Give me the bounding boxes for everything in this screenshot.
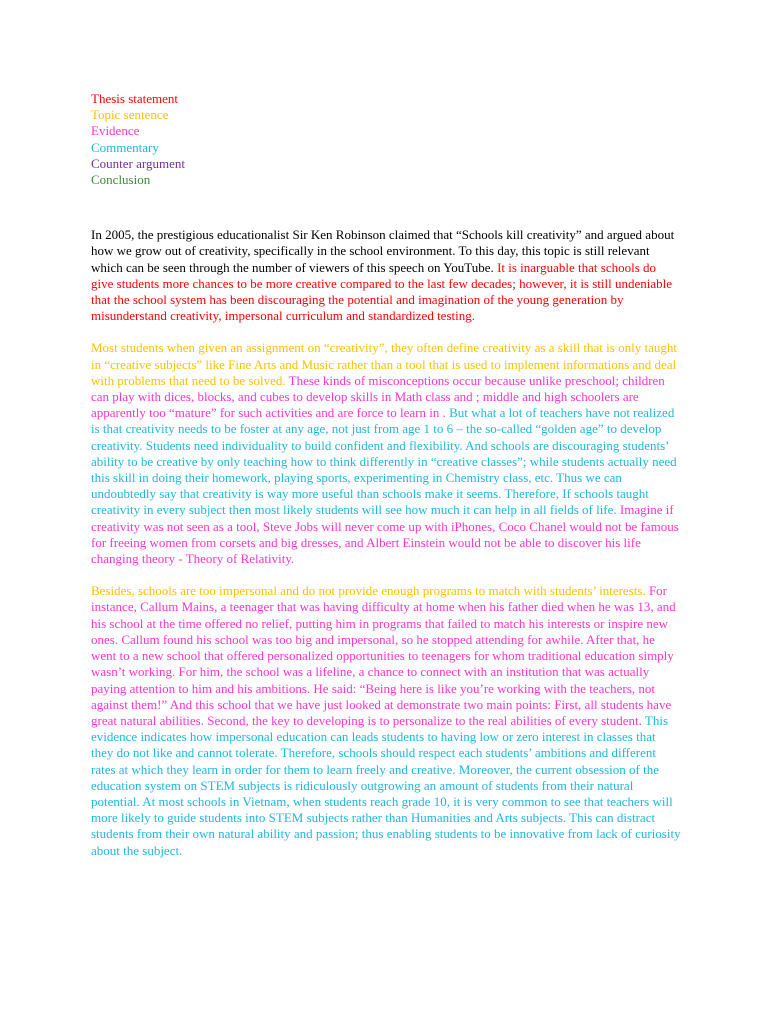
legend-evidence: Evidence — [91, 123, 140, 139]
body2-topic: Besides, schools are too impersonal and do not provide enough programs to match with students’ interests. — [91, 583, 649, 599]
body1-topic: Most students when given an assignment on “creativity”, they often define creativity as a skill that is only taught in “creative subjects” like Fine Arts and Music rather than a tool that is used to implement informations and deal with problems that need to be solved. — [91, 340, 677, 388]
legend-counter-argument: Counter argument — [91, 155, 185, 171]
paragraph-intro — [91, 227, 681, 324]
body1-commentary: But what a lot of teachers have not realized is that creativity needs to be foster at any age, not just from age 1 to 6 – the so-called “golden age” to develop creativity. Students need individuality to build confident and flexibility. And schools are discouraging students’ ability to be creative by only teaching how to think differently in “creative classes”; while students actually need this skill in doing their homework, playing sports, experimenting in Chemistry class, etc. Thus we can undoubtedly say that creativity is way more useful than schools make it seems. Therefore, If schools taught creativity in every subject then most likely students will see how much it can help in all fields of life. — [91, 405, 677, 518]
body2-evidence: For instance, Callum Mains, a teenager that was having difficulty at home when his father died when he was 13, and his school at the time offered no relief, putting him in programs that failed to match his interests or inspire new ones. Callum found his school was too big and impersonal, so he stopped attending for awhile. After that, he went to a new school that offered personalized opportunities to teenagers for whom traditional education simply wasn’t working. For him, the school was a lifeline, a chance to connect with an institution that was actually paying attention to him and his ambitions. He said: “Being here is like you’re working with the teachers, not against them!” And this school that we have just looked at demonstrate two main points: First, all students have great natural abilities. Second, the key to developing is to personalize to the real abilities of every student. — [91, 583, 676, 728]
body2-commentary: This evidence indicates how impersonal education can leads students to having low or zero interest in classes that they do not like and cannot tolerate. Therefore, schools should respect each students’ ambitions and different rates at which they learn in order for them to learn freely and creative. Moreover, the current obsession of the education system on STEM subjects is ridiculously outgrowing an amount of students from their natural potential. At most schools in Vietnam, when students reach grade 10, it is very common to see that teachers will more likely to guide students into STEM subjects rather than Humanities and Arts subjects. This can distract students from their own natural ability and passion; thus enabling students to be innovative from lack of curiosity about the subject. — [91, 712, 681, 858]
body1-evidence-2: Imagine if creativity was not seen as a tool, Steve Jobs will never come up with iPhones, Coco Chanel would not be famous for freeing women from corsets and big dresses, and Albert Einstein would not be able to discover his life changing theory - Theory of Relativity. — [91, 502, 679, 567]
intro-body: In 2005, the prestigious educationalist Sir Ken Robinson claimed that “Schools kill creativity” and argued about how we grow out of creativity, specifically in the school environment. To this day, this topic is still relevant which can be seen through the number of viewers of this speech on YouTube. — [91, 227, 675, 275]
legend-thesis: Thesis statement — [91, 91, 179, 106]
legend-conclusion: Conclusion — [91, 172, 151, 188]
paragraph-body-1 — [91, 340, 681, 567]
document-page — [91, 91, 681, 859]
intro-thesis: It is inarguable that schools do give students more chances to be more creative compared to the last few decades; however, it is still undeniable that the school system has been discouraging the potential and imagination of the young generation by misunderstand creativity, impersonal curriculum and standardized testing. — [91, 259, 673, 324]
paragraph-body-2 — [91, 583, 681, 858]
color-legend — [91, 91, 681, 188]
body1-evidence-1: These kinds of misconceptions occur because unlike preschool; children can play with dices, blocks, and cubes to develop skills in Math class and ; middle and high schoolers are apparently too “mature” for such activities and are force to learn in . — [91, 372, 665, 421]
legend-topic-sentence: Topic sentence — [91, 107, 169, 123]
legend-commentary: Commentary — [91, 139, 159, 155]
